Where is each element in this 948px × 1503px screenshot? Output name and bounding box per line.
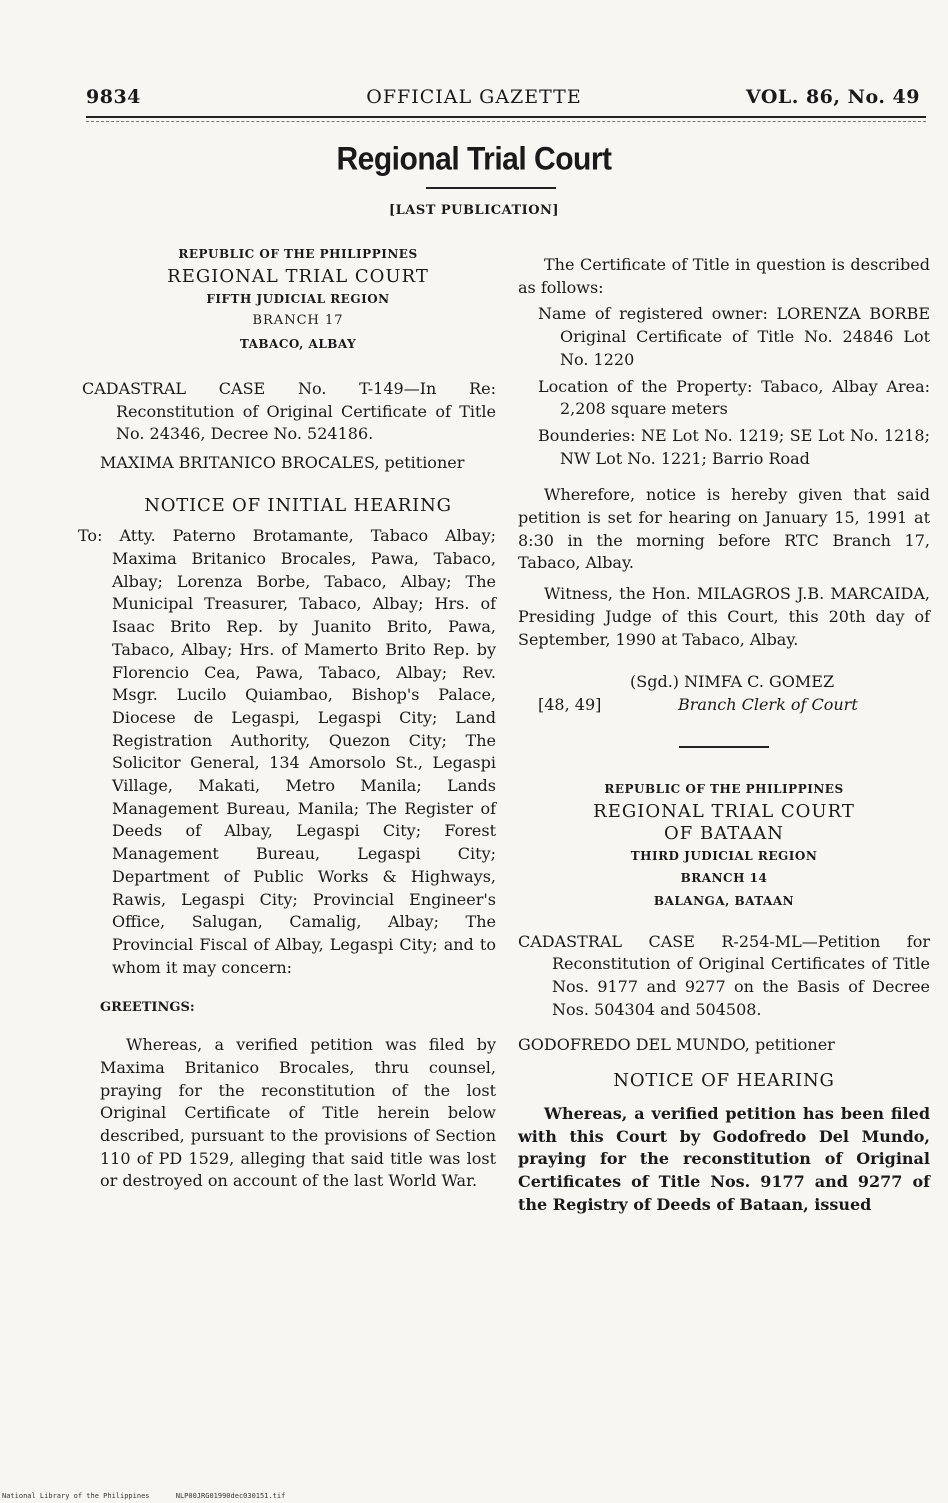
right-column (518, 254, 930, 1217)
court-name-2: REGIONAL TRIAL COURT (593, 800, 855, 822)
signature-line (518, 694, 930, 718)
publication-title: OFFICIAL GAZETTE (366, 86, 582, 108)
judicial-region: FIFTH JUDICIAL REGION (206, 291, 390, 306)
registered-owner: Name of registered owner: LORENZA BORBE Original Certificate of Title No. 24846 Lot No. 1220 (538, 304, 930, 369)
notice-separator (679, 746, 769, 748)
addressees: To: Atty. Paterno Brotamante, Tabaco Albay; Maxima Britanico Brocales, Pawa, Tabaco, Albay; Lorenza Borbe, Tabaco, Albay; The Municipal Treasurer, Tabaco, Albay; Hrs. of Isaac Brito Rep. by Juanito Brito, Pawa, Tabaco, Albay; Hrs. of Mamerto Brito Rep. by Florencio Cea, Pawa, Tabaco, Albay; Rev. Msgr. Lucilo Quiambao, Bishop's Palace, Diocese de Legaspi, Legaspi City; Land Registration Authority, Quezon City; The Solicitor General, 134 Amorsolo St., Legaspi Village, Makati, Metro Manila; Lands Management Bureau, Manila; The Register of Deeds of Albay, Legaspi City; Forest Management Bureau, Legaspi City; Department of Public Works & Highways, Rawis, Legaspi City; Provincial Engineer's Office, Salugan, Camalig, Albay; The Provincial Fiscal of Albay, Legaspi City; and to whom it may concern: (78, 526, 496, 977)
header-rule (86, 116, 926, 118)
signature: (Sgd.) NIMFA C. GOMEZ (630, 672, 835, 692)
page-number: 9834 (86, 86, 141, 108)
header-rule-dashed (86, 121, 926, 122)
witness-paragraph: Witness, the Hon. MILAGROS J.B. MARCAIDA, Presiding Judge of this Court, this 20th day of September, 1990 at Tabaco, Albay. (518, 584, 930, 649)
file-name: NLP00JRG01990dec030151.tif (175, 1492, 286, 1500)
case-title: CADASTRAL CASE No. T-149—In Re: Reconstitution of Original Certificate of Title No. 24346, Decree No. 524186. (82, 378, 496, 444)
judicial-region-2: THIRD JUDICIAL REGION (630, 848, 818, 863)
court-place-2: BALANGA, BATAAN (653, 894, 795, 909)
branch: BRANCH 17 (252, 313, 344, 329)
signer-title: Branch Clerk of Court (678, 694, 858, 714)
court-place: TABACO, ALBAY (239, 337, 357, 352)
notice-heading-2: NOTICE OF HEARING (613, 1070, 835, 1092)
described-paragraph: The Certificate of Title in question is described as follows: (518, 255, 930, 297)
petitioner-2: GODOFREDO DEL MUNDO, petitioner (518, 1034, 835, 1054)
title-underline (426, 187, 556, 189)
branch-2: BRANCH 14 (680, 871, 768, 886)
section-title: Regional Trial Court (336, 141, 612, 178)
left-column (78, 243, 496, 1193)
notice-heading: NOTICE OF INITIAL HEARING (144, 494, 452, 516)
wherefore-paragraph: Wherefore, notice is hereby given that said petition is set for hearing on January 15, 1991 at 8:30 in the morning before RTC Branch 17, Tabaco, Albay. (518, 485, 930, 573)
case-title-2: CADASTRAL CASE R-254-ML—Petition for Reconstitution of Original Certificates of Title Nos. 9177 and 9277 on the Basis of Decree Nos. 504304 and 504508. (518, 931, 930, 1019)
library-name: National Library of the Philippines (2, 1492, 150, 1500)
whereas-paragraph: Whereas, a verified petition was filed by Maxima Britanico Brocales, thru counsel, praying for the reconstitution of the lost Original Certificate of Title herein below described, pursuant to the provisions of Section 110 of PD 1529, alleging that said title was lost or destroyed on account of the last World War. (100, 1035, 496, 1191)
property-boundaries: Bounderies: NE Lot No. 1219; SE Lot No. 1218; NW Lot No. 1221; Barrio Road (538, 425, 930, 468)
republic-heading: REPUBLIC OF THE PHILIPPINES (178, 247, 418, 261)
court-name: REGIONAL TRIAL COURT (167, 265, 429, 287)
volume-number: VOL. 86, No. 49 (745, 86, 920, 108)
greetings: GREETINGS: (100, 1000, 195, 1016)
issue-numbers: [48, 49] (538, 694, 602, 714)
property-location: Location of the Property: Tabaco, Albay Area: 2,208 square meters (538, 376, 930, 419)
republic-heading-2: REPUBLIC OF THE PHILIPPINES (604, 781, 844, 796)
scan-footer (2, 1492, 307, 1500)
whereas-paragraph-2: Whereas, a verified petition has been filed with this Court by Godofredo Del Mundo, praying for the reconstitution of Original Certificates of Title Nos. 9177 and 9277 of the Registry of Deeds of Bataan, issued (518, 1103, 930, 1214)
petitioner: MAXIMA BRITANICO BROCALES, petitioner (100, 452, 465, 472)
publication-note: [LAST PUBLICATION] (388, 203, 560, 218)
court-name-2b: OF BATAAN (664, 822, 784, 844)
